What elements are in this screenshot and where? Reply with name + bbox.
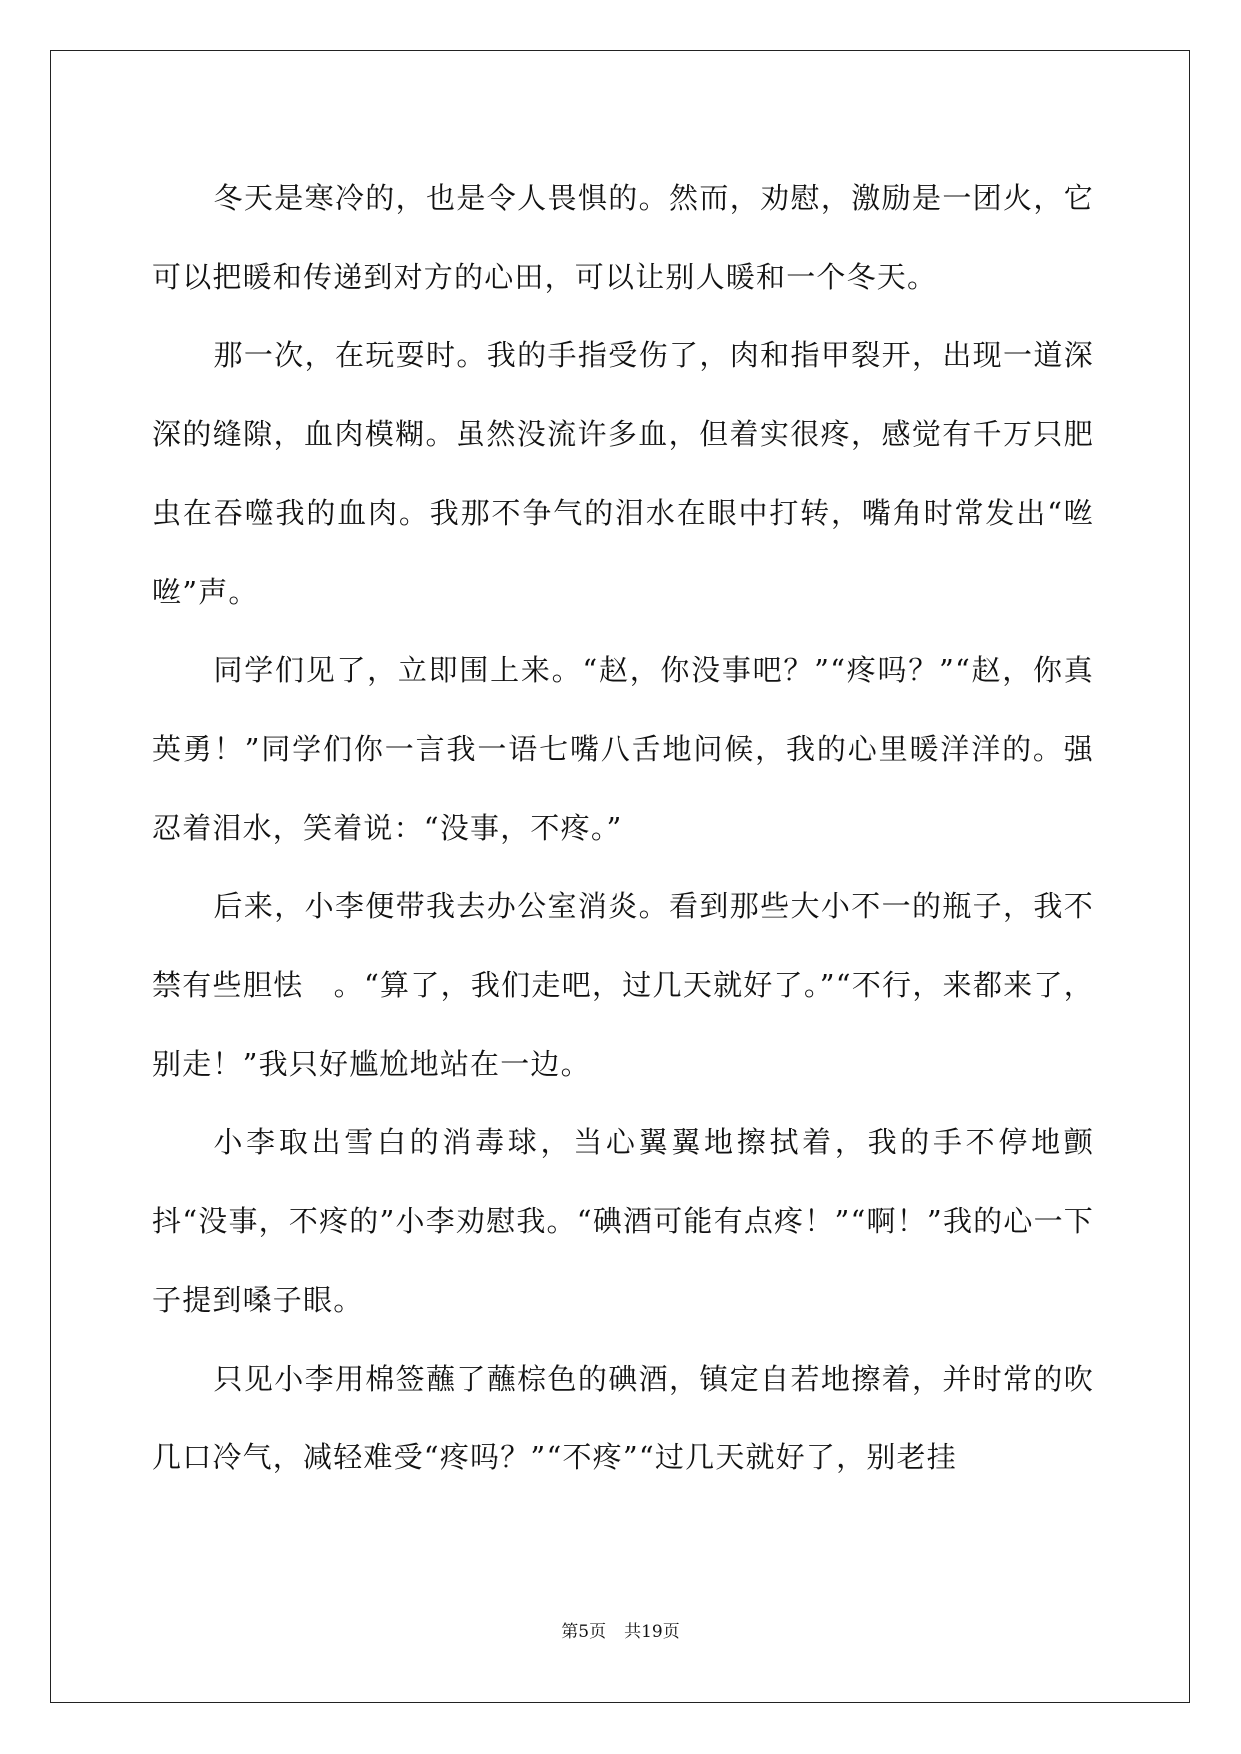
paragraph: 后来，小李便带我去办公室消炎。看到那些大小不一的瓶子，我不禁有些胆怯 。“算了，我们走吧，过几天就好了。”“不行，来都来了，别走！”我只好尴尬地站在一边。 (152, 889, 1094, 1081)
paragraph: 冬天是寒冷的，也是令人畏惧的。然而，劝慰，激励是一团火，它可以把暖和传递到对方的心田，可以让别人暖和一个冬天。 (152, 181, 1094, 294)
page-footer (0, 1621, 1241, 1643)
paragraph: 那一次，在玩耍时。我的手指受伤了，肉和指甲裂开，出现一道深深的缝隙，血肉模糊。虽然没流许多血，但着实很疼，感觉有千万只肥虫在吞噬我的血肉。我那不争气的泪水在眼中打转，嘴角时常发出“咝咝”声。 (152, 338, 1094, 609)
total-pages-label: 共19页 (624, 1622, 680, 1642)
paragraph: 只见小李用棉签蘸了蘸棕色的碘酒，镇定自若地擦着，并时常的吹几口冷气，减轻难受“疼吗？”“不疼”“过几天就好了，别老挂 (152, 1361, 1094, 1475)
paragraph: 小李取出雪白的消毒球，当心翼翼地擦拭着，我的手不停地颤抖“没事，不疼的”小李劝慰我。“碘酒可能有点疼！”“啊！”我的心一下子提到嗓子眼。 (152, 1125, 1094, 1317)
paragraph: 同学们见了，立即围上来。“赵，你没事吧？”“疼吗？”“赵，你真英勇！”同学们你一言我一语七嘴八舌地问候，我的心里暖洋洋的。强忍着泪水，笑着说：“没事，不疼。” (152, 653, 1094, 845)
document-body (152, 159, 1094, 1497)
current-page-label: 第5页 (561, 1622, 607, 1642)
